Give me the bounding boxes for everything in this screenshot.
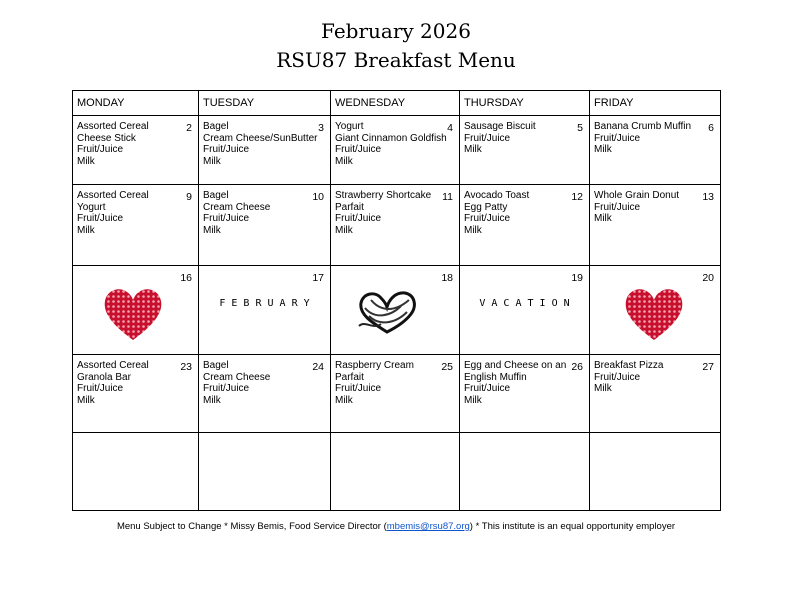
menu-item: Giant Cinnamon Goldfish xyxy=(335,132,447,144)
menu-item: Banana Crumb Muffin xyxy=(594,121,692,132)
day-header-thursday: THURSDAY xyxy=(460,91,590,116)
day-number: 18 xyxy=(441,272,453,284)
empty-cell xyxy=(331,433,460,511)
empty-cell xyxy=(460,433,590,511)
day-cell xyxy=(590,185,721,266)
menu-item: Milk xyxy=(594,144,612,155)
footer-text-before: Menu Subject to Change * Missy Bemis, Food Service Director ( xyxy=(116,521,387,532)
day-number: 19 xyxy=(571,272,583,284)
menu-item: Assorted Cereal xyxy=(77,360,149,371)
day-cell xyxy=(331,116,460,185)
day-cell xyxy=(199,266,331,355)
day-cell xyxy=(460,185,590,266)
menu-item: Breakfast Pizza xyxy=(594,360,664,371)
menu-item: Fruit/Juice xyxy=(203,213,250,224)
menu-item: Egg and Cheese on an xyxy=(464,360,567,371)
day-cell xyxy=(199,185,331,266)
empty-cell xyxy=(73,433,199,511)
day-cell xyxy=(199,116,331,185)
menu-item: Fruit/Juice xyxy=(77,213,124,224)
day-number: 24 xyxy=(312,361,324,373)
menu-item: Bagel xyxy=(203,121,229,132)
menu-item: Cream Cheese xyxy=(203,371,271,383)
empty-cell xyxy=(590,433,721,511)
day-number: 11 xyxy=(442,191,453,203)
day-number: 6 xyxy=(708,122,714,134)
menu-item: Milk xyxy=(335,224,353,236)
menu-item: Milk xyxy=(464,224,482,236)
page-title: February 2026 xyxy=(321,19,471,43)
day-number: 12 xyxy=(571,191,583,203)
day-cell xyxy=(73,266,199,355)
day-header-tuesday: TUESDAY xyxy=(199,91,331,116)
menu-item: Fruit/Juice xyxy=(77,144,124,155)
menu-item: Granola Bar xyxy=(77,371,131,383)
menu-item: English Muffin xyxy=(464,371,527,383)
menu-item: Fruit/Juice xyxy=(464,383,511,394)
day-number: 2 xyxy=(186,122,192,134)
menu-item: Fruit/Juice xyxy=(594,201,641,213)
day-number: 16 xyxy=(180,272,192,284)
day-number: 25 xyxy=(441,361,453,373)
menu-item: Yogurt xyxy=(335,121,364,132)
day-header-monday: MONDAY xyxy=(73,91,199,116)
day-cell xyxy=(331,355,460,433)
menu-item: Milk xyxy=(464,394,482,406)
menu-item: Sausage Biscuit xyxy=(464,121,536,132)
day-header-friday: FRIDAY xyxy=(590,91,721,116)
day-number: 26 xyxy=(571,361,583,373)
page-subtitle: RSU87 Breakfast Menu xyxy=(276,48,516,72)
day-number: 13 xyxy=(702,191,714,203)
menu-item: Strawberry Shortcake xyxy=(335,190,432,201)
day-header-wednesday: WEDNESDAY xyxy=(331,91,460,116)
menu-item: Milk xyxy=(335,155,353,167)
menu-item: Egg Patty xyxy=(464,201,508,213)
menu-item: Milk xyxy=(464,144,482,155)
menu-item: Bagel xyxy=(203,360,229,371)
day-cell xyxy=(331,266,460,355)
menu-item: Fruit/Juice xyxy=(464,213,511,224)
menu-item: Fruit/Juice xyxy=(335,213,382,224)
menu-item: Assorted Cereal xyxy=(77,190,149,201)
director-email-link[interactable]: mbemis@rsu87.org xyxy=(386,521,470,532)
menu-item: Milk xyxy=(594,213,612,224)
day-number: 23 xyxy=(180,361,192,373)
menu-item: Fruit/Juice xyxy=(77,383,124,394)
menu-item: Whole Grain Donut xyxy=(594,190,680,201)
day-cell xyxy=(199,355,331,433)
day-number: 9 xyxy=(186,191,192,203)
day-cell xyxy=(73,116,199,185)
menu-item: Assorted Cereal xyxy=(77,121,149,132)
day-cell xyxy=(590,266,721,355)
day-cell xyxy=(73,355,199,433)
menu-item: Fruit/Juice xyxy=(335,144,382,155)
menu-item: Milk xyxy=(203,224,221,236)
day-number: 27 xyxy=(702,361,714,373)
menu-item: Cream Cheese/SunButter xyxy=(203,132,318,144)
footer-text-after: ) * This institute is an equal opportunity employer xyxy=(469,521,676,532)
day-number: 4 xyxy=(447,122,453,134)
scribble-heart-icon xyxy=(351,286,423,338)
menu-item: Cheese Stick xyxy=(77,132,136,144)
day-cell xyxy=(460,116,590,185)
menu-item: Fruit/Juice xyxy=(335,383,382,394)
day-cell xyxy=(73,185,199,266)
menu-item: Cream Cheese xyxy=(203,201,271,213)
menu-item: Fruit/Juice xyxy=(594,132,641,144)
menu-item: Milk xyxy=(203,394,221,406)
vacation-label-february: F E B R U A R Y xyxy=(219,298,310,309)
day-number: 10 xyxy=(312,191,324,203)
menu-item: Fruit/Juice xyxy=(464,132,511,144)
menu-item: Parfait xyxy=(335,371,364,383)
day-cell xyxy=(331,185,460,266)
menu-item: Fruit/Juice xyxy=(594,371,641,383)
day-cell xyxy=(590,355,721,433)
menu-item: Milk xyxy=(77,394,95,406)
menu-item: Milk xyxy=(335,394,353,406)
menu-item: Parfait xyxy=(335,201,364,213)
footer-note xyxy=(0,521,792,532)
heart-icon xyxy=(101,284,165,344)
menu-item: Bagel xyxy=(203,190,229,201)
menu-item: Milk xyxy=(203,155,221,167)
vacation-label-vacation: V A C A T I O N xyxy=(479,298,570,309)
day-number: 3 xyxy=(318,122,324,134)
day-cell xyxy=(460,266,590,355)
day-number: 20 xyxy=(702,272,714,284)
menu-item: Milk xyxy=(77,224,95,236)
day-number: 5 xyxy=(577,122,583,134)
empty-cell xyxy=(199,433,331,511)
day-cell xyxy=(590,116,721,185)
day-cell xyxy=(460,355,590,433)
heart-icon xyxy=(622,284,686,344)
day-number: 17 xyxy=(312,272,324,284)
menu-item: Raspberry Cream xyxy=(335,360,414,371)
menu-item: Fruit/Juice xyxy=(203,144,250,155)
menu-item: Milk xyxy=(77,155,95,167)
menu-item: Yogurt xyxy=(77,201,106,213)
menu-calendar xyxy=(72,90,721,511)
menu-item: Fruit/Juice xyxy=(203,383,250,394)
menu-item: Milk xyxy=(594,383,612,394)
menu-item: Avocado Toast xyxy=(464,190,530,201)
